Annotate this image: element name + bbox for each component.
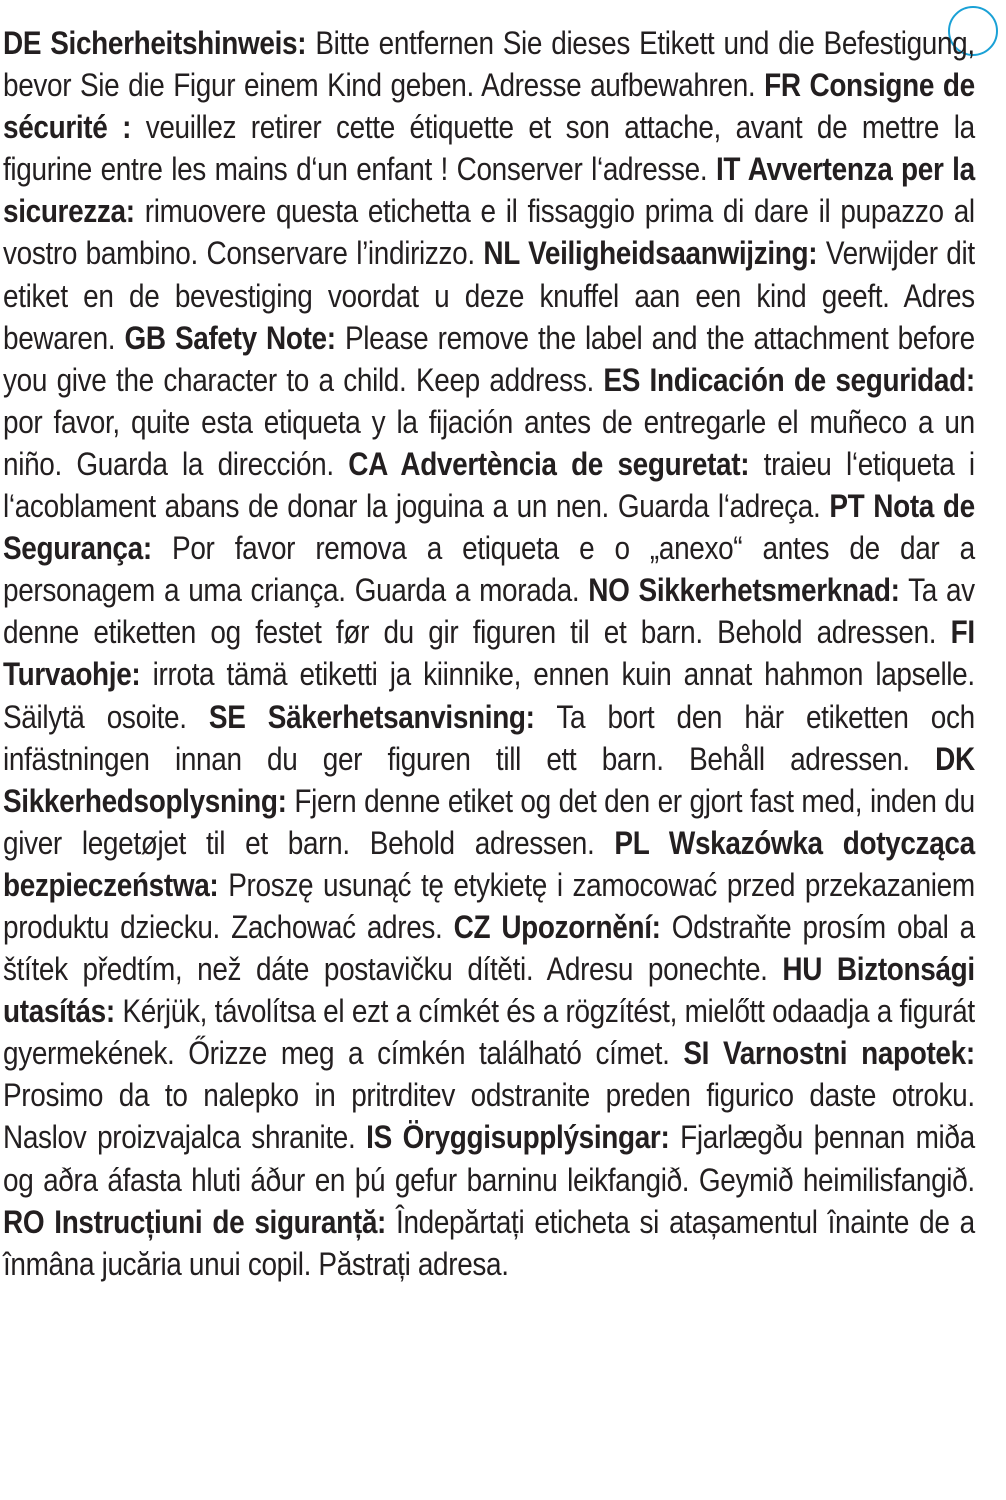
entry-text-de: Bitte entfernen Sie dieses Etikett und die Befestigung, bevor Sie die Figur einem Kind geben. Adresse aufbewahren. xyxy=(3,25,975,104)
entry-text-ro: Îndepărtați eticheta si atașamentul înainte de a înmâna jucăria unui copil. Păstrați adresa. xyxy=(3,1203,975,1282)
entry-heading-fr: FR Consigne de sécurité : xyxy=(3,67,975,146)
entry-heading-si: SI Varnostni napotek: xyxy=(683,1035,975,1072)
entry-text-si: Prosimo da to nalepko in pritrditev odstranite preden figurico daste otroku. Naslov proizvajalca shranite. xyxy=(3,1077,975,1156)
entry-text-hu: Kérjük, távolítsa el ezt a címkét és a rögzítést, mielőtt odaadja a figurát gyermekének. Őrizze meg a címkén található címet. xyxy=(3,993,975,1072)
entry-heading-de: DE Sicherheitshinweis: xyxy=(3,25,307,61)
entry-text-nl: Verwijder dit etiket en de bevestiging voordat u deze knuffel aan een kind geeft. Adres bewaren. xyxy=(3,235,975,356)
entry-text-pt: Por favor remova a etiqueta e o „anexo“ antes de dar a personagem a uma criança. Guarda a morada. xyxy=(3,530,975,609)
entry-heading-pl: PL Wskazówka dotycząca bezpieczeństwa: xyxy=(3,824,975,903)
entry-heading-es: ES Indicación de seguridad: xyxy=(603,361,975,398)
entry-heading-gb: GB Safety Note: xyxy=(124,319,336,356)
entry-text-dk: Fjern denne etiket og det den er gjort fast med, inden du giver legetøjet til et barn. Behold adressen. xyxy=(3,782,975,861)
entry-text-ca: traieu l‘etiqueta i l‘acoblament abans de donar la joguina a un nen. Guarda l‘adreça. xyxy=(3,445,975,525)
entry-heading-it: IT Avvertenza per la sicurezza: xyxy=(3,151,975,230)
entry-heading-ro: RO Instrucțiuni de siguranță: xyxy=(3,1203,386,1240)
entry-text-is: Fjarlægðu þennan miða og aðra áfasta hluti áður en þú gefur barninu leikfangið. Geymið heimilisfangið. xyxy=(3,1119,975,1198)
entry-text-es: por favor, quite esta etiqueta y la fijación antes de entregarle el muñeco a un niño. Guarda la dirección. xyxy=(3,403,975,482)
entry-heading-nl: NL Veiligheidsaanwijzing: xyxy=(483,235,818,272)
entry-heading-ca: CA Advertència de seguretat: xyxy=(348,445,750,482)
entry-heading-is: IS Öryggisupplýsingar: xyxy=(366,1119,670,1156)
entry-text-pl: Proszę usunąć tę etykietę i zamocować przed przekazaniem produktu dziecku. Zachować adres. xyxy=(3,866,975,945)
entry-text-it: rimuovere questa etichetta e il fissaggio prima di dare il pupazzo al vostro bambino. Conservare l’indirizzo. xyxy=(3,193,975,272)
entry-text-cz: Odstraňte prosím obal a štítek předtím, než dáte postavičku dítěti. Adresu ponechte. xyxy=(3,908,975,988)
entry-text-fi: irrota tämä etiketti ja kiinnike, ennen kuin annat hahmon lapselle. Säilytä osoite. xyxy=(3,656,975,735)
entry-heading-dk: DK Sikkerhedsoplysning: xyxy=(3,740,975,819)
entry-text-fr: veuillez retirer cette étiquette et son attache, avant de mettre la figurine entre les mains d‘un enfant ! Conserver l‘adresse. xyxy=(3,109,975,188)
entry-heading-pt: PT Nota de Segurança: xyxy=(3,488,975,567)
safety-notice-text xyxy=(3,22,975,1285)
entry-text-gb: Please remove the label and the attachment before you give the character to a child. Keep address. xyxy=(3,319,975,398)
entry-heading-fi: FI Turvaohje: xyxy=(3,614,975,693)
entry-heading-cz: CZ Upozornění: xyxy=(453,908,661,945)
entry-heading-hu: HU Biztonsági utasítás: xyxy=(3,951,975,1030)
entry-heading-no: NO Sikkerhetsmerknad: xyxy=(588,572,900,609)
entry-text-no: Ta av denne etiketten og festet før du gir figuren til et barn. Behold adressen. xyxy=(3,572,975,651)
entry-heading-se: SE Säkerhetsanvisning: xyxy=(208,698,535,735)
entry-text-se: Ta bort den här etiketten och infästningen innan du ger figuren till ett barn. Behåll adressen. xyxy=(3,698,975,777)
